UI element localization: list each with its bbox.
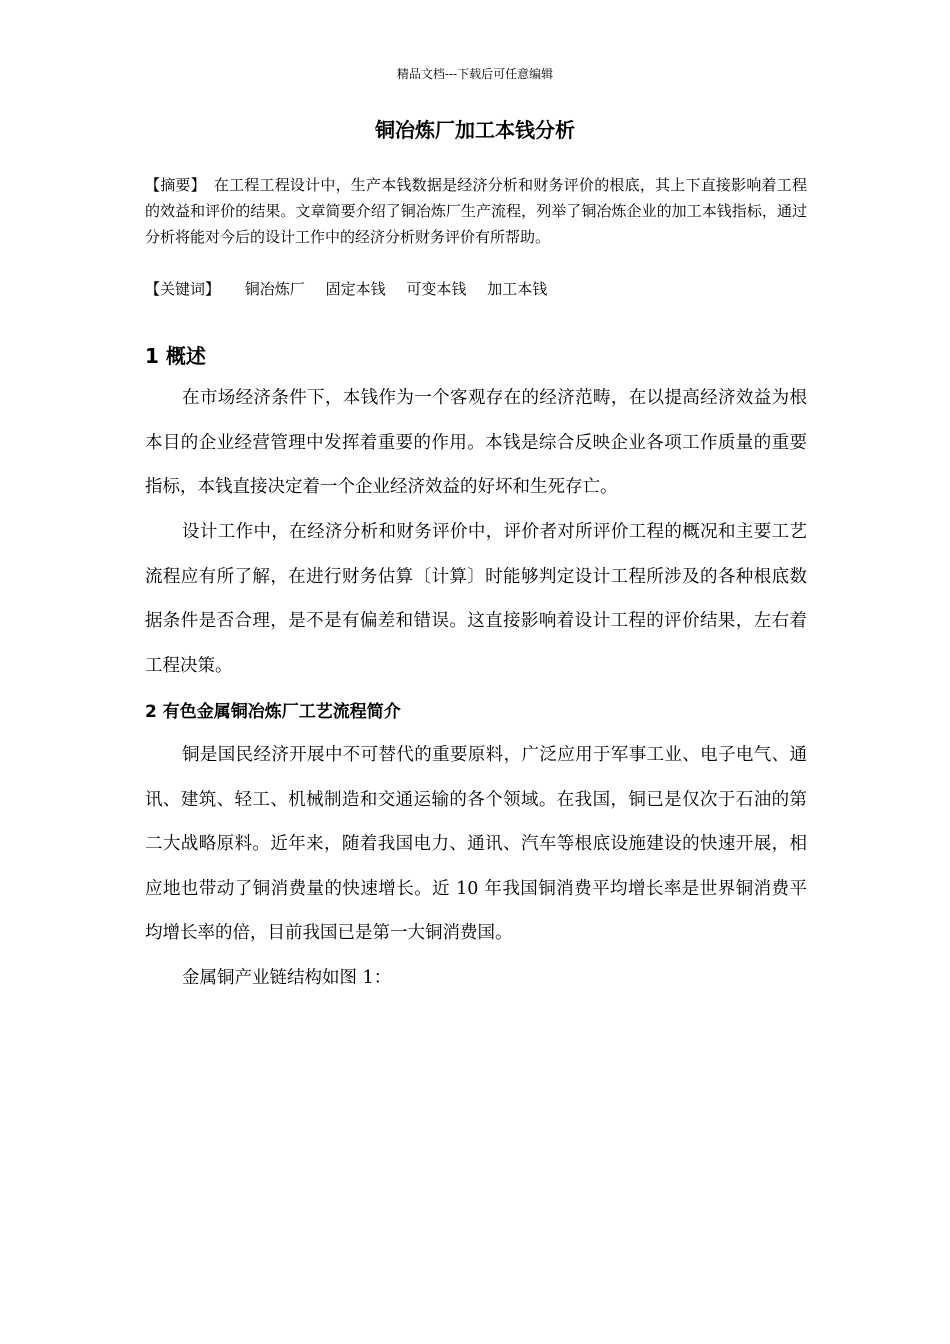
abstract bbox=[145, 172, 807, 250]
section-heading-1: 1 概述 bbox=[145, 344, 206, 368]
document-title: 铜冶炼厂加工本钱分析 bbox=[375, 118, 575, 142]
section-heading-2: 2 有色金属铜冶炼厂工艺流程简介 bbox=[145, 702, 401, 722]
abstract-text: 在工程工程设计中，生产本钱数据是经济分析和财务评价的根底，其上下直接影响着工程的效益和评价的结果。文章简要介绍了铜冶炼厂生产流程，列举了铜冶炼企业的加工本钱指标，通过分析将能对今后的设计工作中的经济分析财务评价有所帮助。 bbox=[145, 176, 807, 246]
section1-paragraph-1: 在市场经济条件下，本钱作为一个客观存在的经济范畴，在以提高经济效益为根本目的企业经营管理中发挥着重要的作用。本钱是综合反映企业各项工作质量的重要指标，本钱直接决定着一个企业经济效益的好坏和生死存亡。 bbox=[145, 388, 807, 497]
section1-paragraph-2: 设计工作中，在经济分析和财务评价中，评价者对所评价工程的概况和主要工艺流程应有所了解，在进行财务估算〔计算〕时能够判定设计工程所涉及的各种根底数据条件是否合理，是不是有偏差和错误。这直接影响着设计工程的评价结果，左右着工程决策。 bbox=[145, 522, 807, 676]
keyword-item: 可变本钱 bbox=[406, 280, 467, 298]
section2-paragraph-1: 铜是国民经济开展中不可替代的重要原料，广泛应用于军事工业、电子电气、通讯、建筑、轻工、机械制造和交通运输的各个领域。在我国，铜已是仅次于石油的第二大战略原料。近年来，随着我国电力、通讯、汽车等根底设施建设的快速开展，相应地也带动了铜消费量的快速增长。近 10 年我国铜消费平均增长率是世界铜消费平均增长率的倍，目前我国已是第一大铜消费国。 bbox=[145, 745, 807, 943]
abstract-tag: 【摘要】 bbox=[145, 176, 206, 194]
keyword-item: 加工本钱 bbox=[487, 280, 548, 298]
header-note: 精品文档---下载后可任意编辑 bbox=[396, 67, 554, 81]
keywords-tag: 【关键词】 bbox=[145, 280, 221, 298]
keyword-item: 铜冶炼厂 bbox=[244, 280, 305, 298]
keyword-item: 固定本钱 bbox=[325, 280, 386, 298]
keywords bbox=[145, 276, 807, 302]
section2-paragraph-2: 金属铜产业链结构如图 1： bbox=[182, 968, 392, 988]
